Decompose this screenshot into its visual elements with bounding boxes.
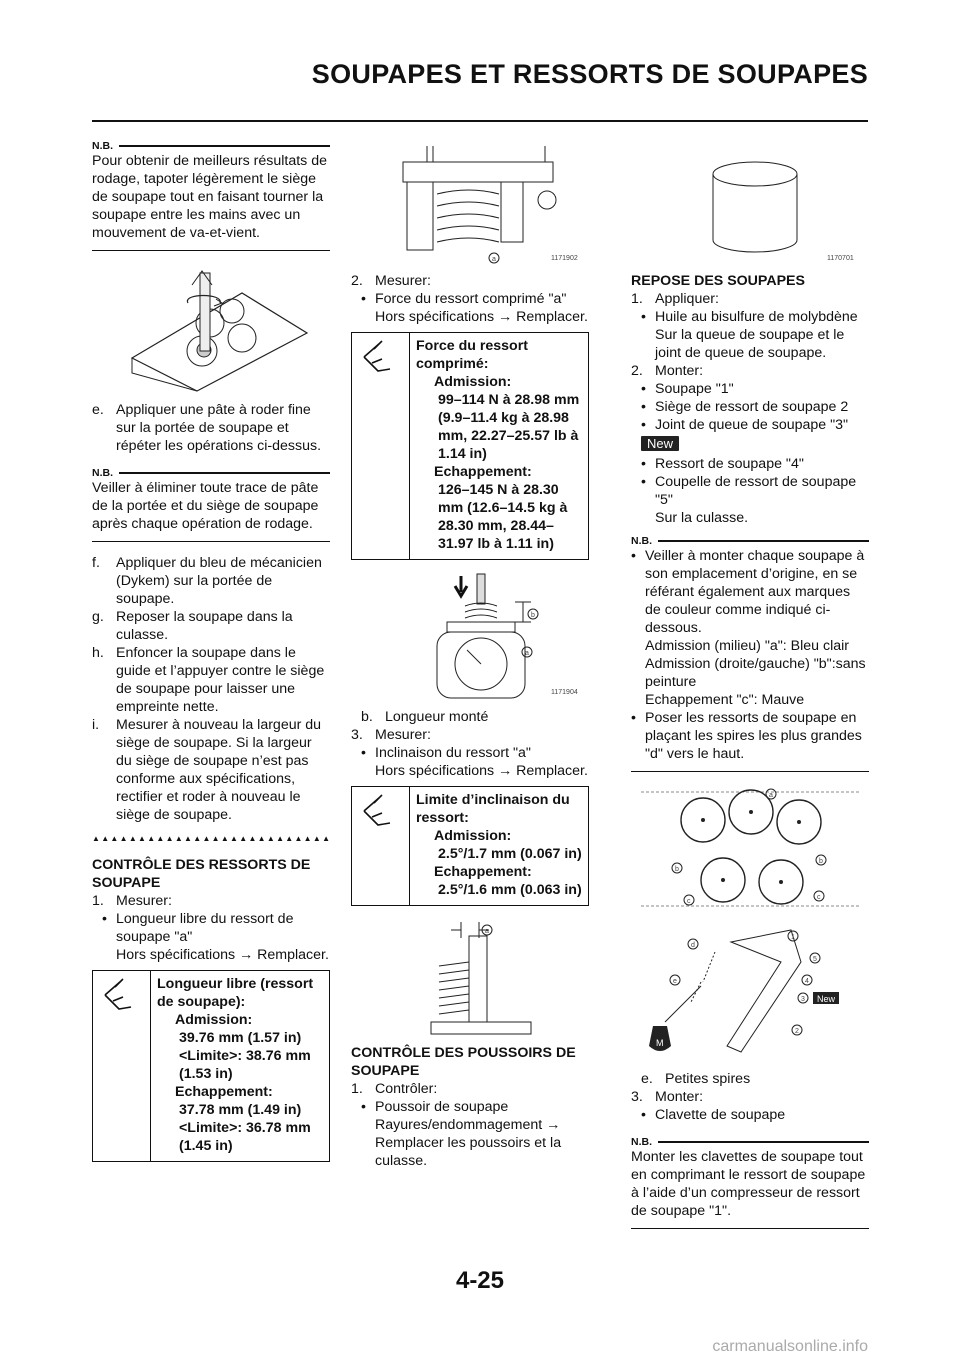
svg-text:2: 2 — [795, 1028, 799, 1035]
svg-text:3: 3 — [801, 996, 805, 1003]
spec-limit: <Limite>: 36.78 mm (1.45 in) — [179, 1120, 311, 1154]
spec-box — [351, 332, 589, 560]
spec-value: 99–114 N à 28.98 mm (9.9–11.4 kg à 28.98 mm, 22.27–25.57 lb à 1.14 in) — [438, 392, 580, 462]
bullet-item: • Clavette de soupape — [641, 1107, 786, 1123]
step-1: 1. Contrôler: — [351, 1081, 438, 1097]
section-heading: CONTRÔLE DES POUSSOIRS DE SOUPAPE — [351, 1045, 576, 1079]
svg-text:b: b — [819, 858, 823, 865]
svg-text:5: 5 — [813, 956, 817, 963]
svg-text:a: a — [769, 792, 773, 799]
note-box: N.B. • Veiller à monter chaque soupape à son emplacement d’origine, en se référant également aux marques de couleur comme indiqué ci-dessous. Admission (milieu) "a": Bleu clair Admission (droite/gauche) "b":sans peinture Echappement "c": Mauve • Poser les ressorts de soupape en plaçant les spires les plus grandes "d" vers le haut. — [631, 535, 869, 772]
svg-text:a: a — [492, 256, 496, 263]
note-label: N.B. — [92, 467, 330, 479]
column-middle — [351, 140, 589, 1170]
section-heading: REPOSE DES SOUPAPES — [631, 273, 805, 289]
note-line: Echappement "c": Mauve — [645, 692, 805, 708]
caliper-icon — [360, 339, 400, 375]
svg-text:1170701: 1170701 — [827, 255, 854, 262]
spring-scale-figure — [351, 570, 589, 700]
svg-text:1171902: 1171902 — [551, 255, 578, 262]
bullet-item: • Longueur libre du ressort de soupape "a" — [102, 911, 294, 945]
bullet-item: • Siège de ressort de soupape 2 — [641, 399, 849, 415]
note-box — [631, 1136, 869, 1229]
column-right — [631, 140, 869, 1241]
caption-e: e. Petites spires — [641, 1071, 751, 1087]
spec-label: Admission: — [434, 828, 512, 844]
note-text: Pour obtenir de meilleurs résultats de rodage, tapoter légèrement le siège de soupape tout en faisant tourner la soupape entre les mains avec un mouvement de va-et-vient. — [92, 153, 328, 241]
spec-value: 37.78 mm (1.49 in) — [179, 1102, 302, 1118]
bullet-item: • Inclinaison du ressort "a" — [361, 745, 531, 761]
valve-assembly-figure — [631, 922, 869, 1062]
caliper-icon — [101, 977, 141, 1013]
step-g: g. Reposer la soupape dans la culasse. — [92, 609, 293, 643]
spec-label: Echappement: — [175, 1084, 273, 1100]
note-label: N.B. — [631, 535, 869, 547]
bullet-item: • Coupelle de ressort de soupape "5" — [641, 474, 857, 508]
note-box — [92, 140, 330, 251]
section-heading: CONTRÔLE DES RESSORTS DE SOUPAPE — [92, 857, 311, 891]
spec-title: Force du ressort comprimé: — [416, 338, 528, 372]
svg-text:New: New — [817, 994, 836, 1004]
step-f: f. Appliquer du bleu de mécanicien (Dykem) sur la portée de soupape. — [92, 555, 322, 607]
svg-text:M: M — [656, 1038, 664, 1048]
note-text: Poser les ressorts de soupape en plaçant les spires les plus grandes "d" vers le haut. — [645, 710, 862, 762]
svg-text:1: 1 — [791, 934, 795, 941]
svg-text:4: 4 — [805, 978, 809, 985]
note-text: Veiller à monter chaque soupape à son emplacement d’origine, en se référant également aux marques de couleur comme indiqué ci-dessous. — [645, 548, 865, 636]
spec-value: 39.76 mm (1.57 in) — [179, 1030, 302, 1046]
bullet-item: • Force du ressort comprimé "a" — [361, 291, 567, 307]
page-title: SOUPAPES ET RESSORTS DE SOUPAPES — [311, 59, 868, 89]
spec-label: Admission: — [175, 1012, 253, 1028]
valve-lifter-figure — [631, 144, 869, 264]
page-number: 4-25 — [455, 1267, 505, 1294]
spec-label: Echappement: — [434, 864, 532, 880]
out-of-spec: Rayures/endommagement → Remplacer les poussoirs et la culasse. — [375, 1117, 562, 1169]
svg-text:b: b — [675, 866, 679, 873]
bullet-item: • Joint de queue de soupape "3" — [641, 417, 849, 433]
spring-tilt-figure — [351, 916, 589, 1036]
note-label: N.B. — [631, 1136, 869, 1148]
bullet-item: • Poussoir de soupape — [361, 1099, 509, 1115]
spec-title: Longueur libre (ressort de soupape): — [157, 976, 314, 1010]
new-part-badge: New — [641, 436, 679, 451]
note-label: N.B. — [92, 140, 330, 152]
bullet-item: • Ressort de soupape "4" — [641, 456, 804, 472]
watermark: carmanualsonline.info — [712, 1338, 868, 1355]
spec-box — [92, 970, 330, 1162]
caliper-icon — [360, 793, 400, 829]
svg-text:d: d — [691, 942, 695, 949]
section-divider: ▲ ▲ ▲ ▲ ▲ ▲ ▲ ▲ ▲ ▲ ▲ ▲ ▲ ▲ ▲ ▲ ▲ ▲ ▲ ▲ ▲ ▲ ▲ ▲ ▲ ▲ — [92, 834, 330, 843]
svg-text:a: a — [525, 650, 529, 657]
note-line: Admission (milieu) "a": Bleu clair — [645, 638, 850, 654]
step-i: i. Mesurer à nouveau la largeur du siège de soupape. Si la largeur du siège de soupape n’est pas conforme aux spécifications, rectifier et roder à nouveau le siège de soupape. — [92, 717, 322, 823]
spec-label: Echappement: — [434, 464, 532, 480]
out-of-spec: Hors spécifications → Remplacer. — [116, 947, 329, 963]
step-note: Sur la culasse. — [655, 510, 749, 526]
svg-text:1171904: 1171904 — [551, 689, 578, 696]
step-2: 2. Monter: — [631, 363, 704, 379]
svg-text:a: a — [485, 928, 489, 935]
step-h: h. Enfoncer la soupape dans le guide et l’appuyer contre le siège de soupape pour laisser une empreinte nette. — [92, 645, 325, 715]
spec-label: Admission: — [434, 374, 512, 390]
note-text: Monter les clavettes de soupape tout en comprimant le ressort de soupape à l’aide d’un compresseur de ressort de soupape "1". — [631, 1149, 866, 1219]
bullet-item: • Soupape "1" — [641, 381, 734, 397]
valve-lapping-figure — [92, 263, 330, 393]
step-2: 2. Mesurer: — [351, 273, 431, 289]
svg-text:c: c — [687, 898, 691, 905]
step-note: Sur la queue de soupape et le joint de queue de soupape. — [655, 327, 845, 361]
step-e: e. Appliquer une pâte à roder fine sur la portée de soupape et répéter les opérations ci-dessus. — [92, 402, 322, 454]
spec-title: Limite d’inclinaison du ressort: — [416, 792, 570, 826]
cylinder-head-figure — [631, 784, 869, 914]
out-of-spec: Hors spécifications → Remplacer. — [375, 309, 588, 325]
header-rule — [92, 120, 868, 122]
column-left — [92, 140, 330, 1172]
out-of-spec: Hors spécifications → Remplacer. — [375, 763, 588, 779]
caption-b: b. Longueur monté — [361, 709, 489, 725]
svg-text:b: b — [531, 612, 535, 619]
spec-value: 126–145 N à 28.30 mm (12.6–14.5 kg à 28.30 mm, 28.44–31.97 lb à 1.11 in) — [438, 482, 568, 552]
note-box — [92, 467, 330, 542]
spec-limit: <Limite>: 38.76 mm (1.53 in) — [179, 1048, 311, 1082]
spec-value: 2.5°/1.7 mm (0.067 in) — [438, 846, 582, 862]
note-line: Admission (droite/gauche) "b":sans peinture — [645, 656, 866, 690]
bullet-item: • Huile au bisulfure de molybdène — [641, 309, 858, 325]
step-1: 1. Appliquer: — [631, 291, 719, 307]
step-1: 1. Mesurer: — [92, 893, 172, 909]
spec-box — [351, 786, 589, 906]
svg-text:e: e — [673, 978, 677, 985]
svg-text:c: c — [817, 894, 821, 901]
step-3: 3. Mesurer: — [351, 727, 431, 743]
step-3: 3. Monter: — [631, 1089, 704, 1105]
note-text: Veiller à éliminer toute trace de pâte de la portée et du siège de soupape après chaque opération de rodage. — [92, 480, 319, 532]
spec-value: 2.5°/1.6 mm (0.063 in) — [438, 882, 582, 898]
caliper-spring-figure — [351, 144, 589, 264]
